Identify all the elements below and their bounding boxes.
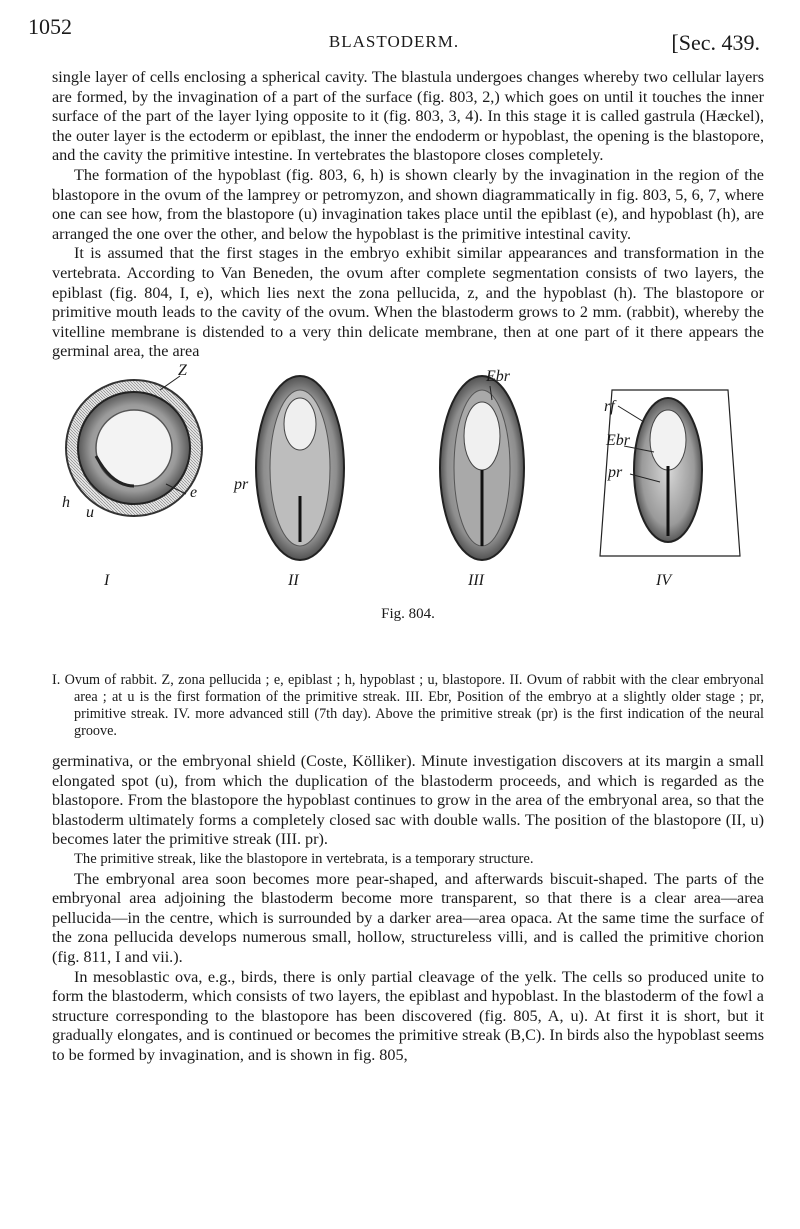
running-title: BLASTODERM. xyxy=(328,32,460,51)
label-u: u xyxy=(86,504,94,521)
label-rf: rf xyxy=(604,398,615,415)
paragraph: The primitive streak, like the blastopore in vertebrata, is a temporary structure. xyxy=(74,850,534,867)
panel-label-4: IV xyxy=(656,572,672,589)
panel-label-1: I xyxy=(104,572,110,589)
label-z: Z xyxy=(178,362,187,379)
paragraph: In mesoblastic ova, e.g., birds, there is only partial cleavage of the yelk. The cells so produced unite to form the blastoderm, which consists of two layers, the epiblast and hypoblast. In the blastoderm of the fowl a structure corresponding to the blastopore has been discovered (fig. 805, A, u). At first it is short, but it gradually elongates, and is continued or becomes the primitive streak (B,C). In birds also the hypoblast seems to be formed by invagination, and is shown in fig. 805, xyxy=(52,967,764,1064)
section-reference: [Sec. 439. xyxy=(671,30,760,55)
panel-label-3: III xyxy=(468,572,484,589)
figure-panel-2 xyxy=(256,376,344,560)
text-block-bottom xyxy=(52,752,764,1066)
label-h: h xyxy=(62,494,70,511)
label-e: e xyxy=(190,484,198,501)
figure-title: Fig. 804. xyxy=(381,606,435,622)
text-block-top xyxy=(52,68,764,362)
label-ebr-panel3: Ebr xyxy=(486,368,510,385)
label-ebr-panel4: Ebr xyxy=(606,432,630,449)
caption-text: I. Ovum of rabbit. Z, zona pellucida ; e, epiblast ; h, hypoblast ; u, blastopore. II. Ovum of rabbit with the clear embryonal area ; at u is the first formation of the primitive streak. III. Ebr, Position of the embryo at a slightly older stage ; pr, primitive streak. IV. more advanced still (7th day). Above the primitive streak (pr) is the first indication of the neural groove. xyxy=(52,672,764,739)
panel-label-2: II xyxy=(288,572,299,589)
page-number: 1052 xyxy=(28,14,72,39)
figure-caption xyxy=(52,672,764,740)
label-pr-panel4: pr xyxy=(608,464,623,481)
figure-panel-1 xyxy=(66,376,202,516)
figure-panel-3 xyxy=(440,376,524,560)
paragraph: single layer of cells enclosing a spherical cavity. The blastula undergoes changes whereby two cellular layers are formed, by the invagination of a part of the surface (fig. 803, 2,) which goes on until it touches the inner surface of the part of the layer lying opposite to it (fig. 803, 3, 4). In this stage it is called gastrula (Hæckel), the outer layer is the ectoderm or epiblast, the inner the endoderm or hypoblast, the opening is the blastopore, and the cavity the primitive intestine. In vertebrates the blastopore closes completely. xyxy=(52,68,764,165)
paragraph: The embryonal area soon becomes more pear-shaped, and afterwards biscuit-shaped. The parts of the embryonal area adjoining the blastoderm become more transparent, so that there is a clear area—area pellucida—in the centre, which is surrounded by a darker area—area opaca. At the same time the surface of the zona pellucida develops numerous small, hollow, structureless villi, and is called the primitive chorion (fig. 811, I and vii.). xyxy=(52,869,764,966)
paragraph: germinativa, or the embryonal shield (Coste, Kölliker). Minute investigation discovers at its margin a small elongated spot (u), from which the duplication of the blastoderm proceeds, and which is regarded as the blastopore. From the blastopore the hypoblast continues to grow in the area of the embryonal area, so that the blastoderm ultimately forms a completely closed sac with double walls. The position of the blastopore (II, u) becomes later the primitive streak (III. pr). xyxy=(52,752,764,849)
page-header xyxy=(28,6,760,56)
label-pr-panel2: pr xyxy=(234,476,249,493)
figure-804 xyxy=(52,362,764,666)
paragraph: The formation of the hypoblast (fig. 803, 6, h) is shown clearly by the invagination in the region of the blastopore in the ovum of the lamprey or petromyzon, and shown diagrammatically in fig. 803, 5, 6, 7, where one can see how, from the blastopore (u) invagination takes place until the epiblast (e), and hypoblast (h), are arranged the one over the other, and below the hypoblast is the primitive intestinal cavity. xyxy=(52,165,764,243)
paragraph: It is assumed that the first stages in the embryo exhibit similar appearances and transformation in the vertebrata. According to Van Beneden, the ovum after complete segmentation consists of two layers, the epiblast (fig. 804, I, e), which lies next the zona pellucida, z, and the hypoblast (h). The blastopore or primitive mouth leads to the cavity of the ovum. When the blastoderm grows to 2 mm. (rabbit), whereby the vitelline membrane is distended to a very thin delicate membrane, then at one part of it there appears the germinal area, the area xyxy=(52,244,764,361)
